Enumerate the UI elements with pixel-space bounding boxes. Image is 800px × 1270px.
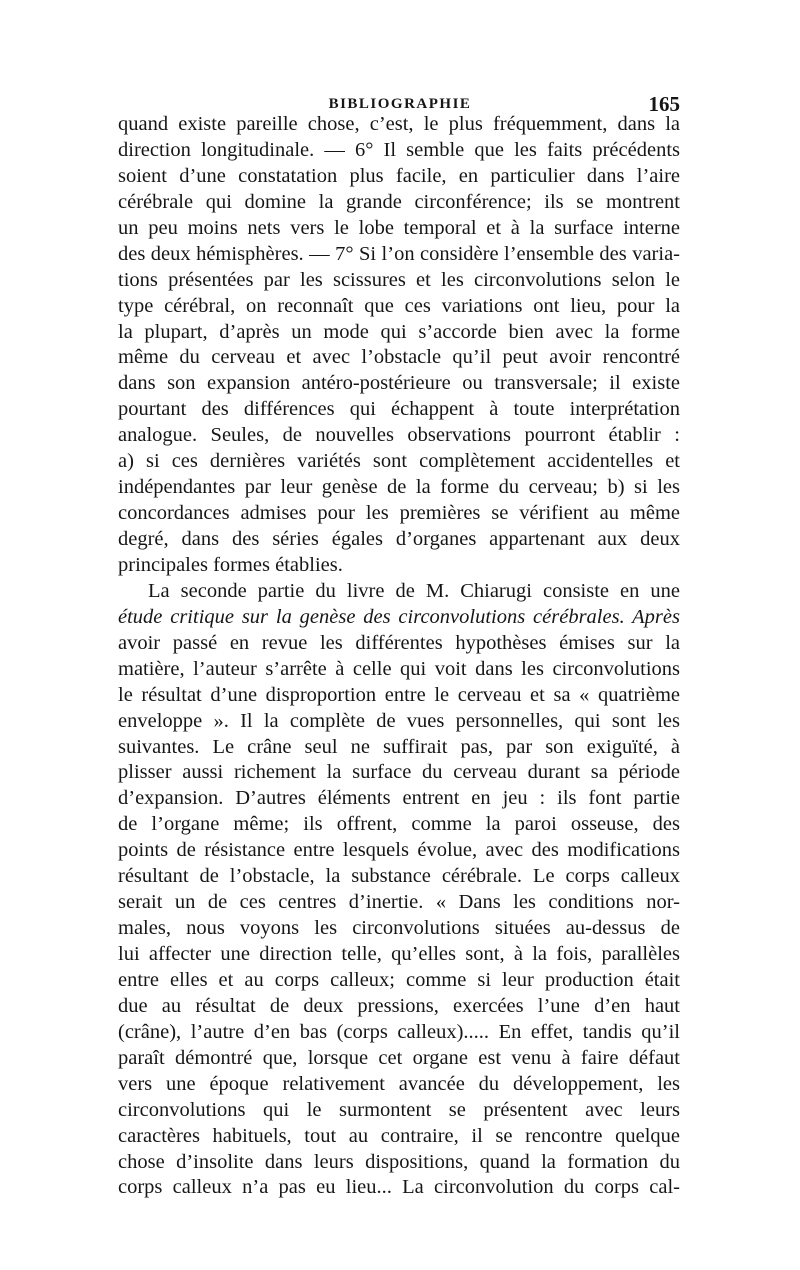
text-line: paraît démontré que, lorsque cet organe est venu à faire défaut <box>118 1046 680 1069</box>
text-line: type cérébral, on reconnaît que ces variations ont lieu, pour la <box>118 294 680 317</box>
text-line: analogue. Seules, de nouvelles observations pourront établir : <box>118 424 680 447</box>
text-line: degré, dans des séries égales d’organes appartenant aux deux <box>118 528 680 550</box>
text-line: concordances admises pour les premières se vérifient au même <box>118 502 680 525</box>
text-line: le résultat d’une disproportion entre le cerveau et sa « quatrième <box>118 683 680 706</box>
text-line: principales formes établies. <box>118 553 343 576</box>
text-line: avoir passé en revue les différentes hypothèses émises sur la <box>118 631 680 654</box>
paragraph-start-line: La seconde partie du livre de M. Chiarugi consiste en une <box>148 579 680 602</box>
text-line: indépendantes par leur genèse de la forme du cerveau; b) si les <box>118 476 680 499</box>
text-line: a) si ces dernières variétés sont complètement accidentelles et <box>118 450 680 473</box>
page-number: 165 <box>648 92 680 116</box>
text-line: circonvolutions qui le surmontent se présentent avec leurs <box>118 1098 680 1121</box>
text-line: dans son expansion antéro-postérieure ou transversale; il existe <box>118 372 680 395</box>
text-line: de l’organe même; ils offrent, comme la paroi osseuse, des <box>118 813 680 836</box>
text-line: vers une époque relativement avancée du développement, les <box>118 1072 680 1095</box>
text-line: quand existe pareille chose, c’est, le plus fréquemment, dans la <box>118 113 680 135</box>
text-line: serait un de ces centres d’inertie. « Dans les conditions nor- <box>118 891 680 914</box>
text-line: la plupart, d’après un mode qui s’accorde bien avec la forme <box>118 320 680 343</box>
text-line: lui affecter une direction telle, qu’elles sont, à la fois, parallèles <box>118 943 680 965</box>
body-text <box>118 112 680 1201</box>
text-line: (crâne), l’autre d’en bas (corps calleux)..... En effet, tandis qu’il <box>118 1020 680 1043</box>
text-line: caractères habituels, tout au contraire, il se rencontre quelque <box>118 1124 680 1147</box>
text-line: un peu moins nets vers le lobe temporal et à la surface interne <box>118 216 680 239</box>
text-line: soient d’une constatation plus facile, en particulier dans l’aire <box>118 164 680 187</box>
text-line: étude critique sur la genèse des circonvolutions cérébrales. Après <box>118 605 680 628</box>
text-line: matière, l’auteur s’arrête à celle qui voit dans les circonvolutions <box>118 657 680 680</box>
text-line: suivantes. Le crâne seul ne suffirait pas, par son exiguïté, à <box>118 735 680 758</box>
text-line: points de résistance entre lesquels évolue, avec des modifications <box>118 839 680 862</box>
text-line: plisser aussi richement la surface du cerveau durant sa période <box>118 761 680 784</box>
text-line: males, nous voyons les circonvolutions situées au-dessus de <box>118 917 680 940</box>
text-line: tions présentées par les scissures et les circonvolutions selon le <box>118 268 680 291</box>
text-line: pourtant des différences qui échappent à toute interprétation <box>118 398 680 421</box>
text-line: due au résultat de deux pressions, exercées l’une d’en haut <box>118 994 680 1017</box>
text-line: chose d’insolite dans leurs dispositions, quand la formation du <box>118 1150 680 1173</box>
text-line: corps calleux n’a pas eu lieu... La circonvolution du corps cal- <box>118 1176 680 1199</box>
text-line: entre elles et au corps calleux; comme si leur production était <box>118 968 680 991</box>
text-line: résultant de l’obstacle, la substance cérébrale. Le corps calleux <box>118 865 680 888</box>
running-title: BIBLIOGRAPHIE <box>328 96 472 112</box>
text-line: même du cerveau et avec l’obstacle qu’il peut avoir rencontré <box>118 346 680 369</box>
text-line: d’expansion. D’autres éléments entrent en jeu : ils font partie <box>118 787 680 810</box>
text-line: cérébrale qui domine la grande circonférence; ils se montrent <box>118 190 680 213</box>
text-line: des deux hémisphères. — 7° Si l’on considère l’ensemble des varia- <box>118 242 680 265</box>
text-line: direction longitudinale. — 6° Il semble que les faits précédents <box>118 138 680 161</box>
text-line: enveloppe ». Il la complète de vues personnelles, qui sont les <box>118 709 680 732</box>
